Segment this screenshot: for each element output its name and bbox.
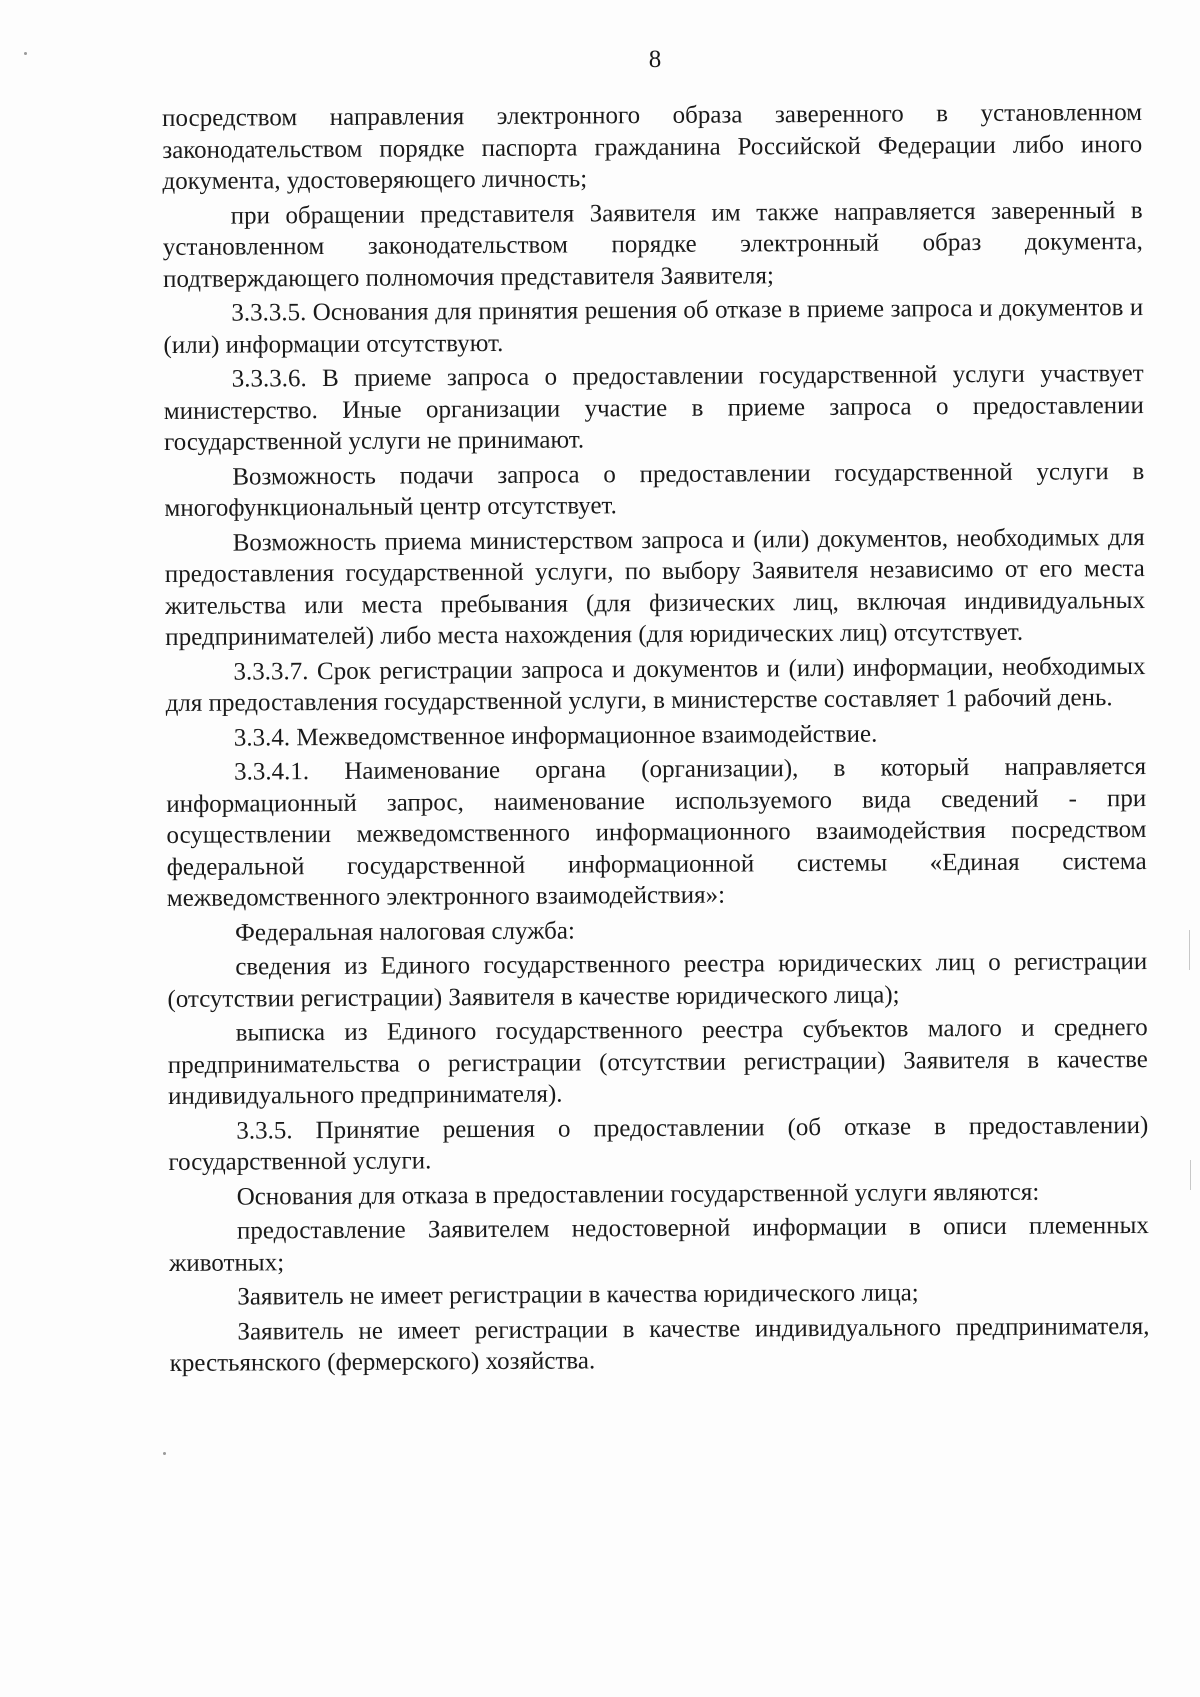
- scan-speck: [24, 52, 27, 55]
- scan-edge-mark: [1189, 930, 1190, 970]
- paragraph: сведения из Единого государственного реестра юридических лиц о регистрации (отсутствии регистрации) Заявителя в качестве юридического лица);: [167, 947, 1148, 1013]
- paragraph: Заявитель не имеет регистрации в качестве индивидуального предпринимателя, крестьянского (фермерского) хозяйства.: [169, 1312, 1150, 1377]
- paragraph: Основания для отказа в предоставлении государственной услуги являются:: [236, 1178, 1040, 1211]
- paragraph: выписка из Единого государственного реестра субъектов малого и среднего предпринимательства о регистрации (отсутствии регистрации) Заявителя в качестве индивидуального предпринимателя).: [167, 1013, 1148, 1110]
- paragraph: при обращении представителя Заявителя им также направляется заверенный в установленном законодательством порядке электронный образ документа, подтверждающего полномочия представителя Заявителя;: [162, 196, 1143, 293]
- paragraph: 3.3.3.5. Основания для принятия решения об отказе в приеме запроса и документов и (или) информации отсутствуют.: [163, 294, 1144, 359]
- paragraph: Возможность приема министерством запроса и (или) документов, необходимых для предоставления государственной услуги, по выбору Заявителя независимо от его места жительства или места пребывания (для физических лиц, включая индивидуальных предпринимателей) либо места нахождения (для юридических лиц) отсутствует.: [164, 523, 1146, 651]
- paragraph: 3.3.4. Межведомственное информационное взаимодействие.: [233, 720, 878, 752]
- paragraph: 3.3.3.6. В приеме запроса о предоставлении государственной услуги участвует министерство. Иные организации участие в приеме запроса о предоставлении государственной услуги не принимают.: [163, 360, 1144, 456]
- paragraph: Заявитель не имеет регистрации в качества юридического лица;: [237, 1279, 919, 1311]
- paragraph: 3.3.5. Принятие решения о предоставлении (об отказе в предоставлении) государственной услуги.: [168, 1111, 1149, 1176]
- paragraph: 3.3.4.1. Наименование органа (организации), в который направляется информационный запрос, наименование используемого вида сведений - при осуществлении межведомственного информационного взаимодействия посредством федеральной государственной информационной системы «Единая система межведомственного электронного взаимодействия»:: [166, 753, 1147, 912]
- paragraph: 3.3.3.7. Срок регистрации запроса и документов и (или) информации, необходимых для предоставления государственной услуги, в министерстве составляет 1 рабочий день.: [165, 652, 1146, 717]
- paragraph: посредством направления электронного образа заверенного в установленном законодательством порядке паспорта гражданина Российской Федерации либо иного документа, удостоверяющего личность;: [162, 99, 1143, 195]
- scan-edge-mark: [1190, 1160, 1191, 1190]
- paragraph: Возможность подачи запроса о предоставлении государственной услуги в многофункциональный центр отсутствует.: [164, 457, 1145, 522]
- page-number: 8: [648, 46, 662, 73]
- paragraph: предоставление Заявителем недостоверной информации в описи племенных животных;: [169, 1211, 1149, 1277]
- paragraph: Федеральная налоговая служба:: [234, 916, 575, 947]
- document-body: [162, 97, 1150, 1379]
- scan-speck: [163, 1452, 166, 1455]
